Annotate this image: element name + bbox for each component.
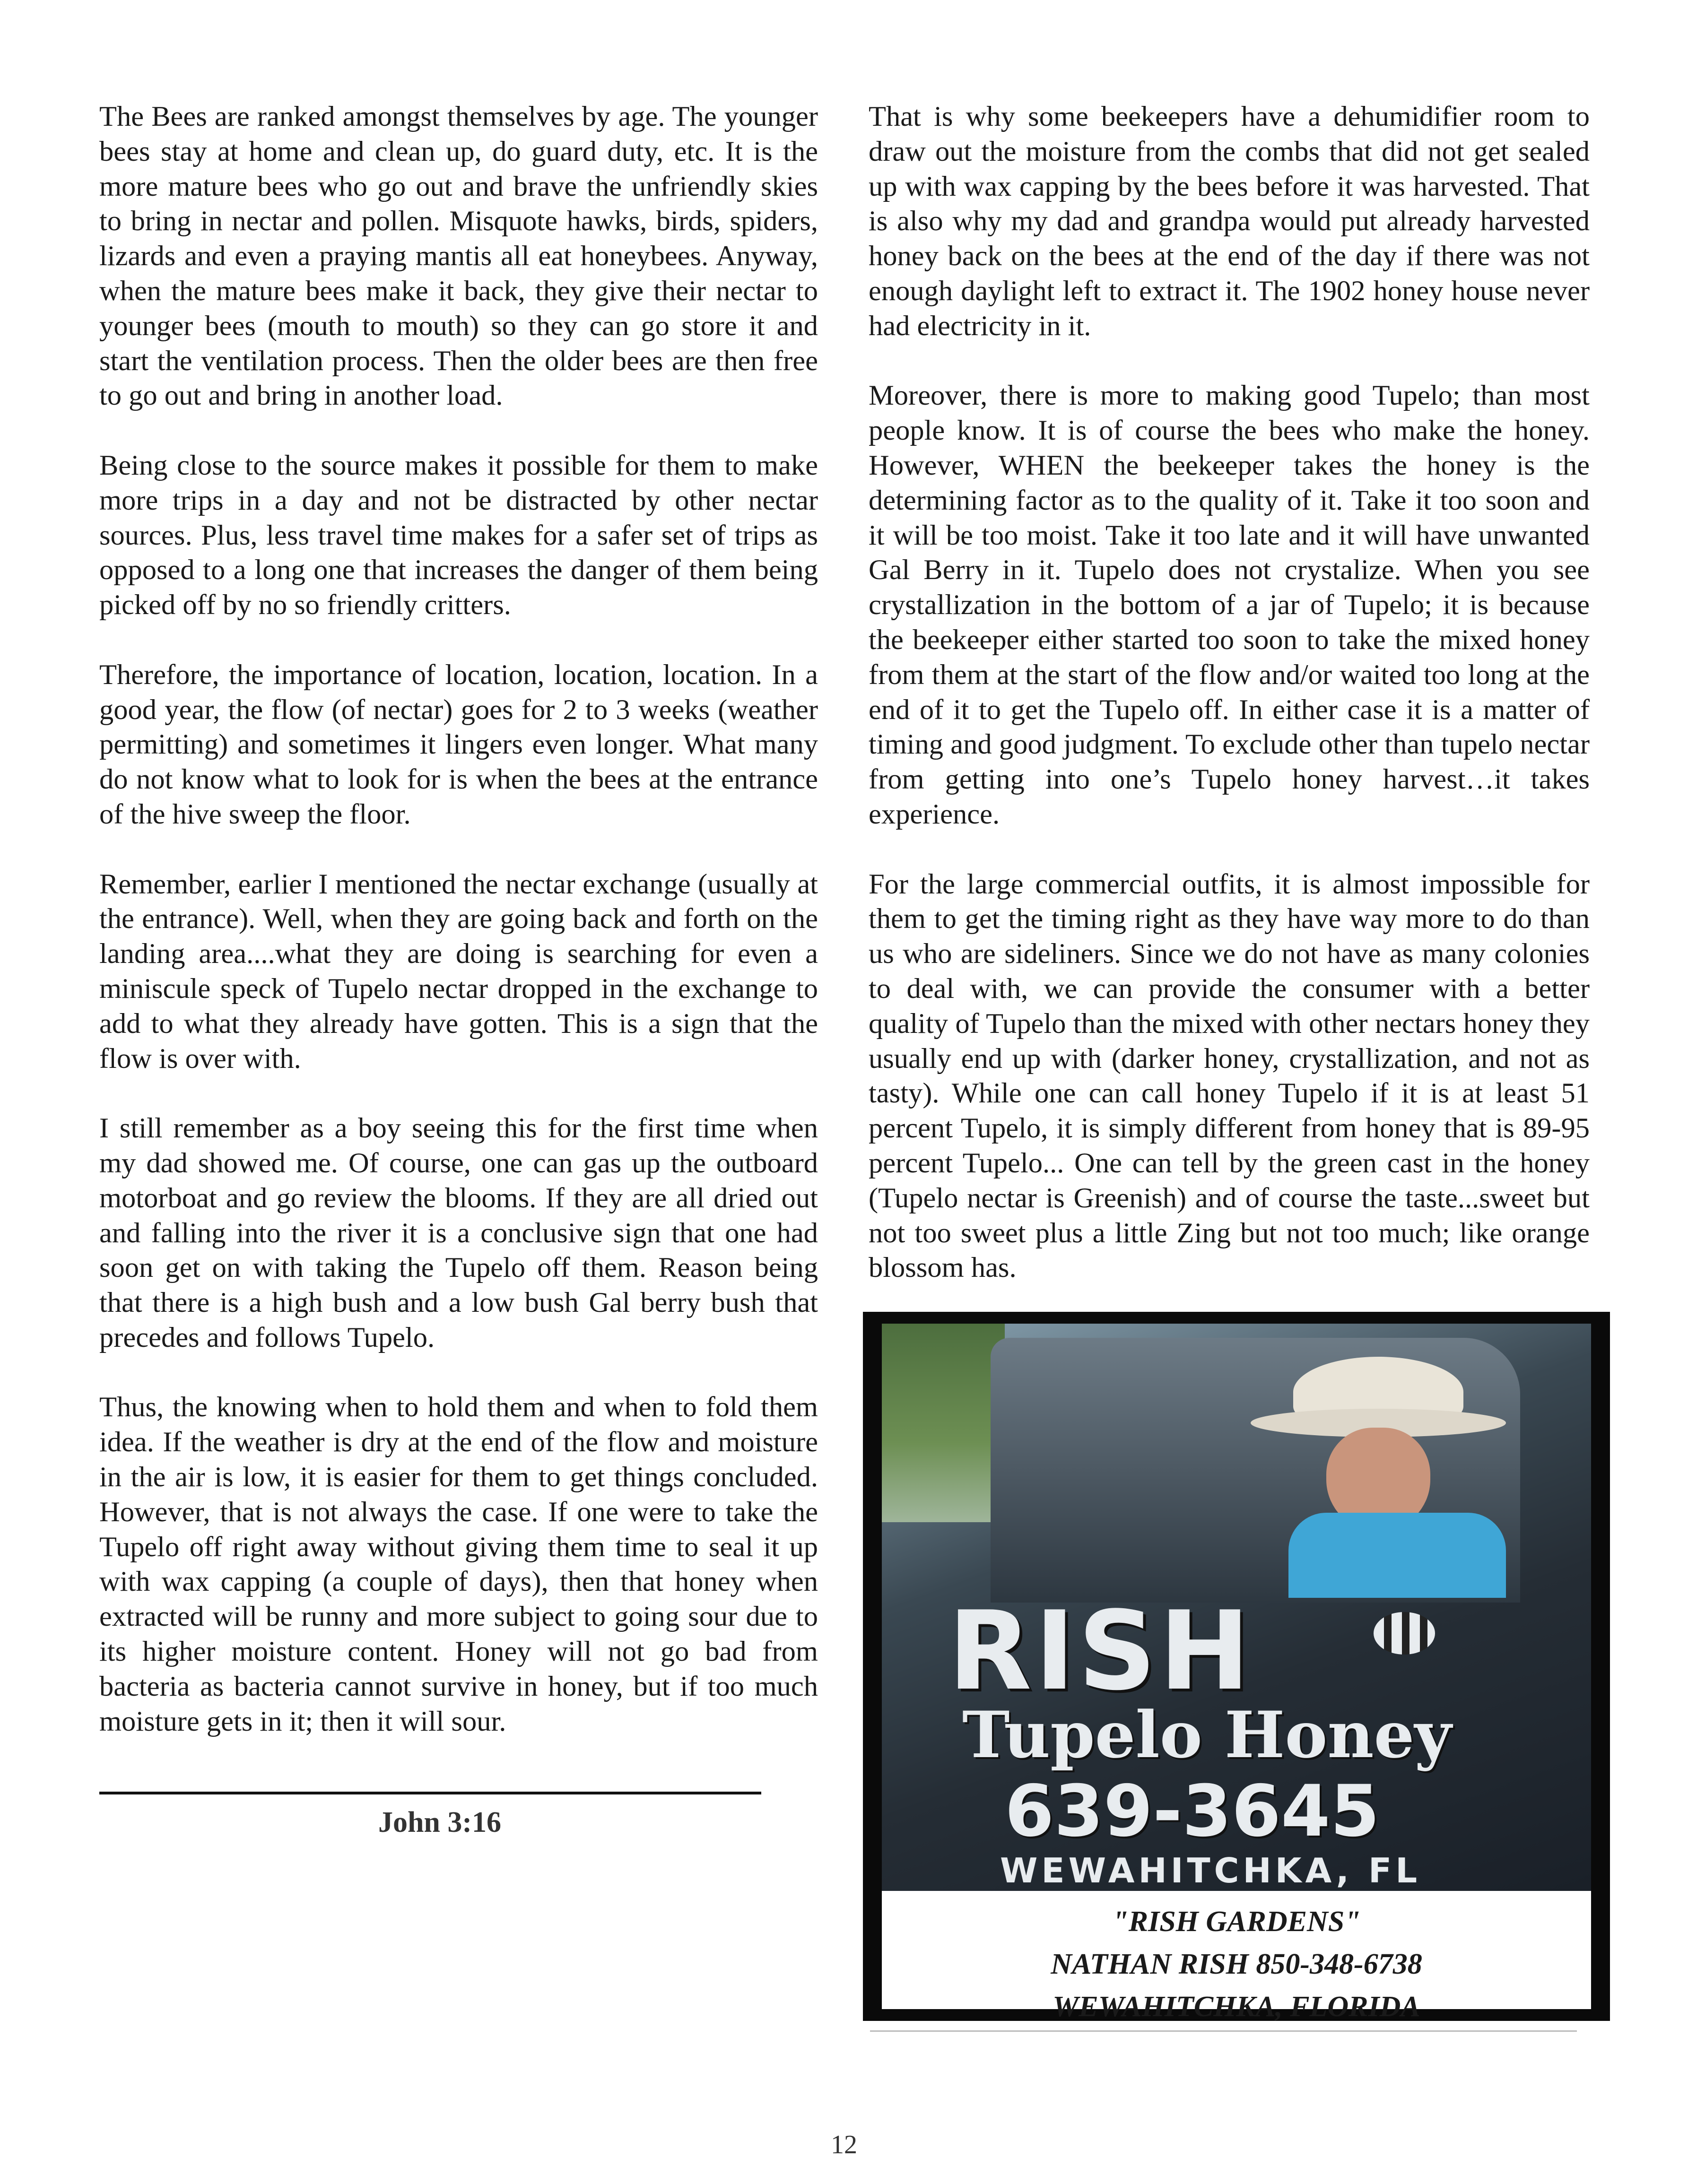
driver-shirt [1288,1513,1506,1598]
truck-town-lettering: WEWAHITCHKA, FL [1000,1851,1421,1890]
verse-reference: John 3:16 [378,1806,502,1838]
ad-line-contact: NATHAN RISH 850-348-6738 [1051,1948,1422,1980]
paragraph: For the large commercial outfits, it is almost impossible for them to get the timing right as they have way more to do than us who are sideliners. Since we do not have as many colonies to deal with, we can provide the consumer with a better quality of Tupelo than the mixed with other nectars honey they usually end up with (darker honey, crystallization, and not as tasty). While one can call honey Tupelo if it is at least 51 percent Tupelo, it is simply different from honey that is 89-95 percent Tupelo... One can tell by the green cast in the honey (Tupelo nectar is Greenish) and of course the taste...sweet but not too sweet plus a little Zing but not too much; like orange blossom has. [869,868,1590,1284]
trees-background [882,1324,1005,1522]
divider [870,2030,1577,2032]
paragraph: The Bees are ranked amongst themselves by age. The younger bees stay at home and clean up, do guard duty, etc. It is the more mature bees who go out and brave the unfriendly skies to bring in nectar and pollen. Misquote hawks, birds, spiders, lizards and even a praying mantis all eat honeybees. Anyway, when the mature bees make it back, they give their nectar to younger bees (mouth to mouth) so they can go store it and start the ventilation process. Then the older bees are then free to go out and bring in another load. [99,101,818,412]
paragraph: I still remember as a boy seeing this for the first time when my dad showed me. Of course, one can gas up the outboard motorboat and go review the blooms. If they are all dried out and falling into the river it is a conclusive sign that one had soon get on with taking the Tupelo off them. Reason being that there is a high bush and a low bush Gal berry bush that precedes and follows Tupelo. [99,1112,818,1353]
truck-name-lettering: RISH [948,1588,1253,1715]
left-column [99,99,818,1739]
advertisement-photo [882,1324,1591,1891]
right-column [869,99,1590,1285]
bee-icon [1374,1612,1435,1655]
paragraph: Thus, the knowing when to hold them and when to fold them idea. If the weather is dry at the end of the flow and moisture in the air is low, it is easier for them to get things concluded. However, that is not always the case. If one were to take the Tupelo off right away without giving them time to seal it up with wax capping (a couple of days), then that honey when extracted will be runny and more subject to going sour due to its higher moisture content. Honey will not go bad from bacteria as bacteria cannot survive in honey, but if too much moisture gets in it; then it will sour. [99,1391,818,1737]
advertisement-caption [882,1891,1591,2023]
ad-line-business: "RISH GARDENS" [1112,1906,1361,1938]
paragraph: That is why some beekeepers have a dehumidifier room to draw out the moisture from the combs that did not get sealed up with wax capping by the bees before it was harvested. That is also why my dad and grandpa would put already harvested honey back on the bees at the end of the day if there was not enough daylight left to extract it. The 1902 honey house never had electricity in it. [869,101,1590,342]
paragraph: Moreover, there is more to making good Tupelo; than most people know. It is of course the bees who make the honey. However, WHEN the beekeeper takes the honey is the determining factor as to the quality of it. Take it too soon and it will be too moist. Take it too late and it will have unwanted Gal Berry in it. Tupelo does not crystalize. When you see crystallization in the bottom of a jar of Tupelo; it is because the beekeeper either started too soon to take the mixed honey from them at the start of the flow and/or waited too long at the end of it to get the Tupelo off. In either case it is a matter of timing and good judgment. To exclude other than tupelo nectar from getting into one’s Tupelo honey harvest…it takes experience. [869,380,1590,830]
truck-product-lettering: Tupelo Honey [962,1697,1452,1772]
paragraph: Remember, earlier I mentioned the nectar exchange (usually at the entrance). Well, when they are going back and forth on the landing area....what they are doing is searching for even a miniscule speck of Tupelo nectar dropped in the exchange to add to what they already have gotten. This is a sign that the flow is over with. [99,868,818,1075]
driver-figure [1251,1357,1506,1560]
advertisement [863,1312,1610,2021]
ad-line-location: WEWAHITCHKA, FLORIDA [1053,1991,1420,2023]
paragraph: Being close to the source makes it possible for them to make more trips in a day and not be distracted by other nectar sources. Plus, less travel time makes for a safer set of trips as opposed to a long one that increases the danger of them being picked off by no so friendly critters. [99,449,818,621]
divider [99,1792,761,1794]
truck-phone-lettering: 639-3645 [1005,1770,1380,1853]
paragraph: Therefore, the importance of location, location, location. In a good year, the flow (of nectar) goes for 2 to 3 weeks (weather permitting) and sometimes it lingers even longer. What many do not know what to look for is when the bees at the entrance of the hive sweep the floor. [99,659,818,830]
page-number: 12 [831,2130,857,2159]
